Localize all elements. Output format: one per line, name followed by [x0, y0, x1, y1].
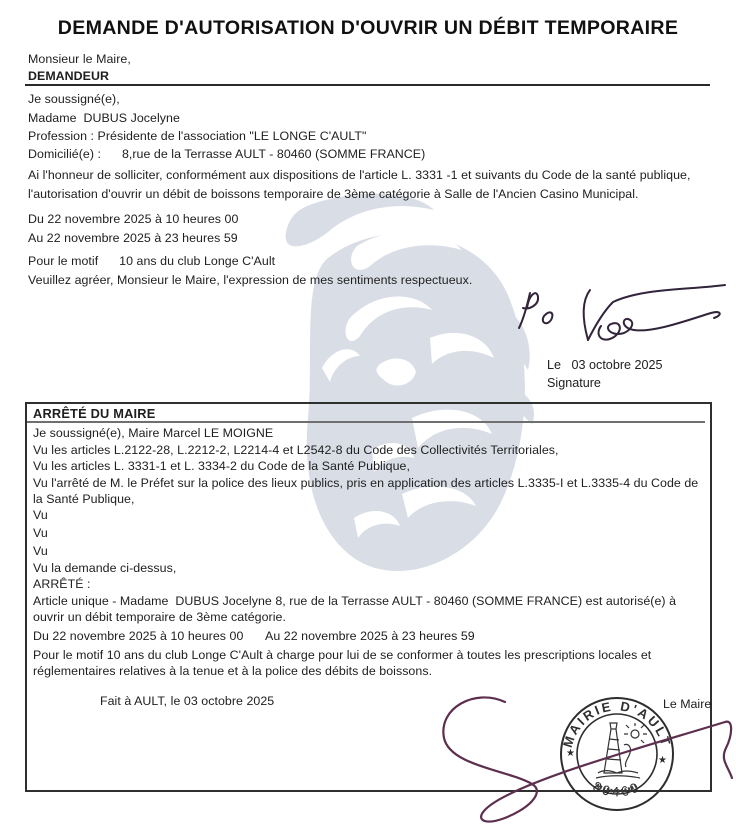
request-date: Le 03 octobre 2025	[547, 358, 663, 372]
stamp-star-right: ★	[658, 755, 667, 766]
intro-line: Je soussigné(e),	[28, 92, 120, 106]
decree-header: ARRÊTÉ DU MAIRE	[33, 406, 156, 421]
stamp-arc-top-text: MAIRIE D'AULT	[559, 698, 675, 750]
request-period-to: Au 22 novembre 2025 à 23 heures 59	[28, 231, 238, 245]
request-motive: Pour le motif 10 ans du club Longe C'Ault	[28, 254, 276, 268]
decree-signatory: Je soussigné(e), Maire Marcel LE MOIGNE	[33, 426, 274, 440]
signature-label: Signature	[547, 376, 601, 390]
applicant-signature	[483, 278, 735, 356]
demandeur-rule	[25, 84, 710, 86]
request-paragraph: Ai l'honneur de solliciter, conformément aux dispositions de l'article L. 3331 -1 et suivants du Code de la santé publique, l'autorisation d'ouvrir un débit de boissons temporaire de 3ème catégorie à Salle de l'Ancien Casino Municipal.	[28, 168, 694, 201]
closing-line: Veuillez agréer, Monsieur le Maire, l'expression de mes sentiments respectueux.	[28, 273, 473, 287]
section-header-demandeur: DEMANDEUR	[28, 69, 109, 83]
decree-vu-6: Vu	[33, 544, 48, 558]
mayor-signature	[420, 686, 736, 836]
decree-vu-7: Vu la demande ci-dessus,	[33, 561, 177, 575]
applicant-name: Madame DUBUS Jocelyne	[28, 111, 180, 125]
address-line: Domicilié(e) : 8,rue de la Terrasse AULT - 80460 (SOMME FRANCE)	[28, 147, 426, 161]
decree-period-from: Du 22 novembre 2025 à 10 heures 00	[33, 629, 244, 643]
decree-vu-2: Vu les articles L. 3331-1 et L. 3334-2 du Code de la Santé Publique,	[33, 459, 410, 473]
mayor-title: Le Maire	[663, 697, 712, 711]
decree-vu-3: Vu l'arrêté de M. le Préfet sur la police des lieux publics, pris en application des articles L.3335-I et L.3335-4 du Code de la Santé Publique,	[33, 476, 702, 507]
document-title: DEMANDE D'AUTORISATION D'OUVRIR UN DÉBIT TEMPORAIRE	[57, 17, 679, 39]
decree-arrete-label: ARRÊTÉ :	[33, 577, 91, 591]
decree-place-date: Fait à AULT, le 03 octobre 2025	[100, 694, 275, 708]
stamp-star-left: ★	[566, 748, 575, 759]
decree-header-rule	[27, 421, 705, 423]
decree-period-to: Au 22 novembre 2025 à 23 heures 59	[265, 629, 475, 643]
decree-vu-1: Vu les articles L.2122-28, L.2212-2, L2214-4 et L2542-8 du Code des Collectivités Territoriales,	[33, 443, 559, 457]
salutation: Monsieur le Maire,	[28, 52, 131, 66]
decree-vu-5: Vu	[33, 526, 48, 540]
profession-line: Profession : Présidente de l'association "LE LONGE C'AULT"	[28, 129, 367, 143]
stamp-arc-bottom-text: 80460	[590, 778, 644, 800]
decree-vu-4: Vu	[33, 508, 48, 522]
request-period-from: Du 22 novembre 2025 à 10 heures 00	[28, 212, 239, 226]
decree-conditions: Pour le motif 10 ans du club Longe C'Ault à charge pour lui de se conformer à toutes les prescriptions locales et réglementaires relatives à la tenue et à la police des débits de boissons.	[33, 648, 655, 679]
decree-article-unique: Article unique - Madame DUBUS Jocelyne 8, rue de la Terrasse AULT - 80460 (SOMME FRANCE) est autorisé(e) à ouvrir un débit temporaire de 3ème catégorie.	[33, 594, 680, 625]
